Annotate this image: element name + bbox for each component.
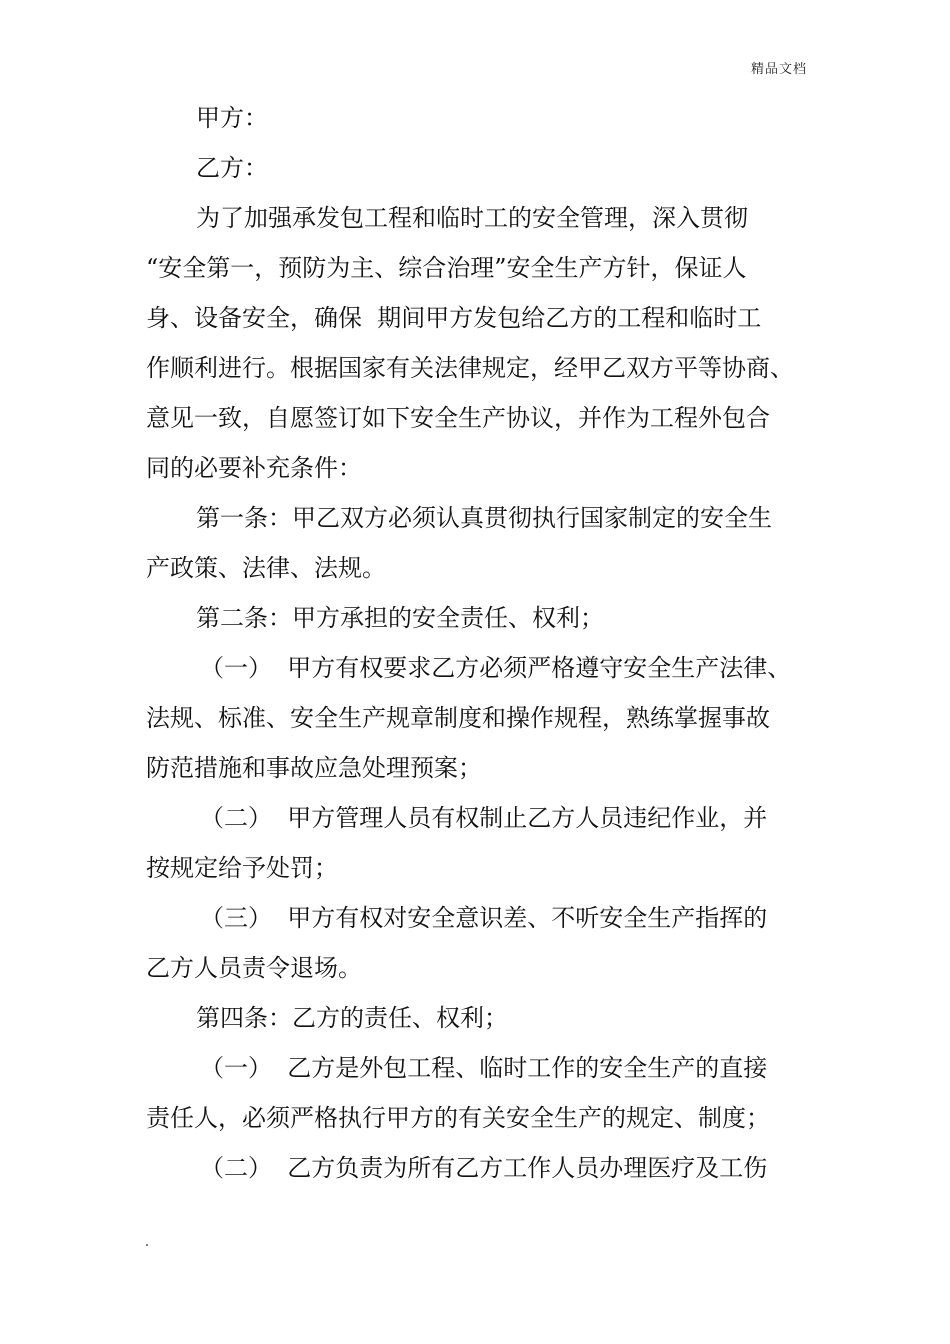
paragraph-line: 同的必要补充条件： bbox=[146, 454, 362, 482]
paragraph-line: “安全第一，预防为主、综合治理”安全生产方针，保证人 bbox=[146, 254, 747, 282]
paragraph-line: 意见一致，自愿签订如下安全生产协议，并作为工程外包合 bbox=[146, 404, 770, 432]
article-one-line: 第一条：甲乙双方必须认真贯彻执行国家制定的安全生 bbox=[196, 504, 772, 532]
paragraph-line: 身、设备安全，确保 期间甲方发包给乙方的工程和临时工 bbox=[146, 304, 762, 332]
paragraph-line: 产政策、法律、法规。 bbox=[146, 554, 386, 582]
article-two-line: 第二条：甲方承担的安全责任、权利； bbox=[196, 604, 604, 632]
clause-line: （三） 甲方有权对安全意识差、不听安全生产指挥的 bbox=[200, 904, 768, 932]
paragraph-line: 责任人，必须严格执行甲方的有关安全生产的规定、制度； bbox=[146, 1104, 770, 1132]
clause-line: （二） 甲方管理人员有权制止乙方人员违纪作业，并 bbox=[200, 804, 768, 832]
paragraph-line: 按规定给予处罚； bbox=[146, 854, 338, 882]
party-a-line: 甲方： bbox=[196, 104, 268, 132]
clause-line: （一） 甲方有权要求乙方必须严格遵守安全生产法律、 bbox=[200, 654, 792, 682]
page-dot-mark bbox=[146, 1244, 148, 1246]
paragraph-line: 为了加强承发包工程和临时工的安全管理，深入贯彻 bbox=[196, 204, 748, 232]
clause-line: （二） 乙方负责为所有乙方工作人员办理医疗及工伤 bbox=[200, 1154, 768, 1182]
party-b-line: 乙方： bbox=[196, 154, 268, 182]
paragraph-line: 防范措施和事故应急处理预案； bbox=[146, 754, 482, 782]
article-four-line: 第四条：乙方的责任、权利； bbox=[196, 1004, 508, 1032]
header-watermark-text: 精品文档 bbox=[750, 62, 807, 77]
paragraph-line: 乙方人员责令退场。 bbox=[146, 954, 362, 982]
paragraph-line: 法规、标准、安全生产规章制度和操作规程，熟练掌握事故 bbox=[146, 704, 770, 732]
paragraph-line: 作顺利进行。根据国家有关法律规定，经甲乙双方平等协商、 bbox=[146, 354, 794, 382]
clause-line: （一） 乙方是外包工程、临时工作的安全生产的直接 bbox=[200, 1054, 768, 1082]
